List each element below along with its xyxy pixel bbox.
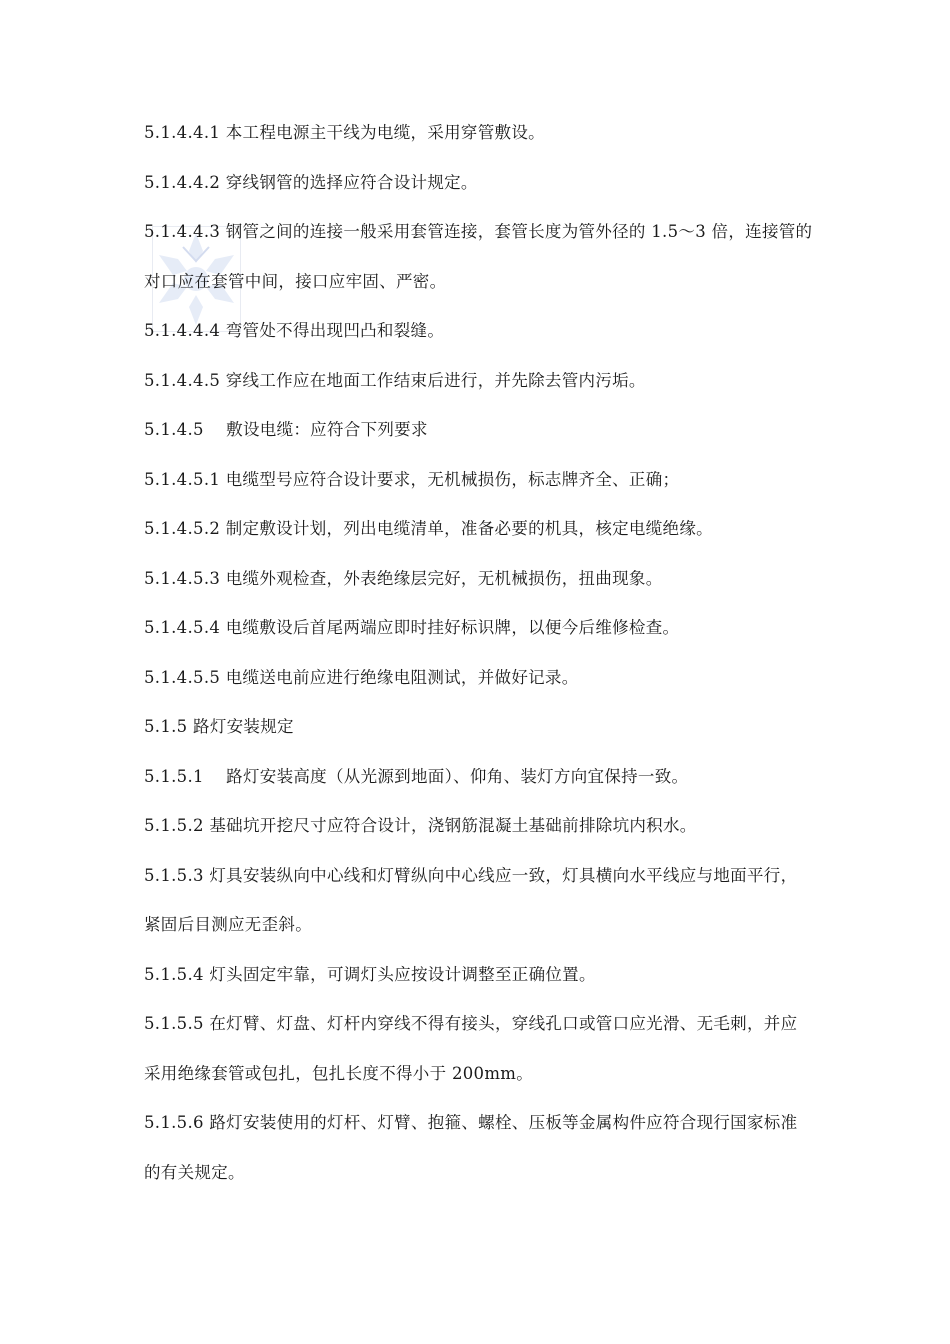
paragraph-5-1-4-4-3: 5.1.4.4.3 钢管之间的连接一般采用套管连接，套管长度为管外径的 1.5～3 倍，连接管的对口应在套管中间，接口应牢固、严密。	[144, 222, 813, 291]
paragraph-5-1-5-2: 5.1.5.2 基础坑开挖尺寸应符合设计，浇钢筋混凝土基础前排除坑内积水。	[144, 816, 697, 835]
paragraph-5-1-4-4-4: 5.1.4.4.4 弯管处不得出现凹凸和裂缝。	[144, 321, 445, 340]
paragraph-5-1-4-5: 5.1.4.5 敷设电缆：应符合下列要求	[144, 420, 428, 439]
paragraph-5-1-5-1: 5.1.5.1 路灯安装高度（从光源到地面）、仰角、装灯方向宜保持一致。	[144, 766, 689, 786]
paragraph-5-1-4-4-1: 5.1.4.4.1 本工程电源主干线为电缆，采用穿管敷设。	[144, 123, 545, 142]
paragraph-5-1-5-6: 5.1.5.6 路灯安装使用的灯杆、灯臂、抱箍、螺栓、压板等金属构件应符合现行国家标准的有关规定。	[144, 1113, 798, 1182]
paragraph-5-1-4-4-5: 5.1.4.4.5 穿线工作应在地面工作结束后进行，并先除去管内污垢。	[144, 370, 646, 390]
paragraph-5-1-4-5-2: 5.1.4.5.2 制定敷设计划，列出电缆清单，准备必要的机具，核定电缆绝缘。	[144, 519, 713, 538]
paragraph-5-1-5-5: 5.1.5.5 在灯臂、灯盘、灯杆内穿线不得有接头，穿线孔口或管口应光滑、无毛刺，并应采用绝缘套管或包扎，包扎长度不得小于 200mm。	[144, 1014, 798, 1083]
section-heading-5-1-5: 5.1.5 路灯安装规定	[144, 717, 294, 736]
document-body	[144, 108, 814, 1197]
paragraph-5-1-4-5-4: 5.1.4.5.4 电缆敷设后首尾两端应即时挂好标识牌，以便今后维修检查。	[144, 618, 680, 637]
paragraph-5-1-4-5-3: 5.1.4.5.3 电缆外观检查，外表绝缘层完好，无机械损伤，扭曲现象。	[144, 568, 663, 588]
paragraph-5-1-5-3: 5.1.5.3 灯具安装纵向中心线和灯臂纵向中心线应一致，灯具横向水平线应与地面平行，紧固后目测应无歪斜。	[144, 865, 798, 934]
paragraph-5-1-4-4-2: 5.1.4.4.2 穿线钢管的选择应符合设计规定。	[144, 172, 478, 192]
paragraph-5-1-4-5-5: 5.1.4.5.5 电缆送电前应进行绝缘电阻测试，并做好记录。	[144, 667, 579, 687]
paragraph-5-1-5-4: 5.1.5.4 灯头固定牢靠，可调灯头应按设计调整至正确位置。	[144, 964, 596, 984]
paragraph-5-1-4-5-1: 5.1.4.5.1 电缆型号应符合设计要求，无机械损伤，标志牌齐全、正确；	[144, 469, 680, 489]
